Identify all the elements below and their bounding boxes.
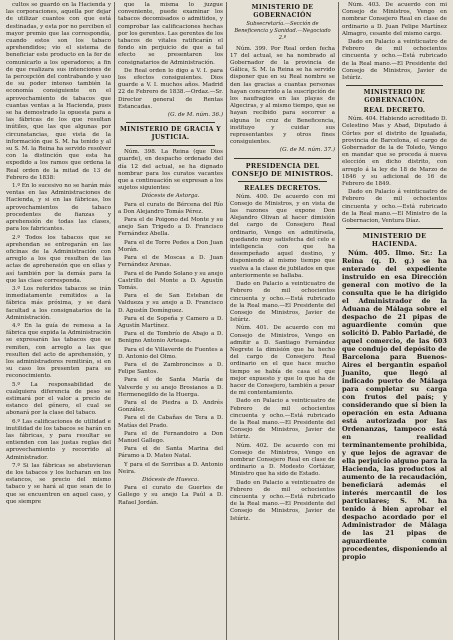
paragraph: 3.º Los referidos tabacos se irán inmediatamente remitidos a la fábrica más próxima, y se dará facultad a los consignatarios de la Administración. — [6, 285, 111, 321]
gazette-reference: (G. de M. núm. 36.) — [167, 112, 223, 119]
paragraph: Para el curato de Bércena del Río a Don Alejandro Tomás Pérez. — [118, 201, 223, 215]
section-heading: MINISTERIO DE HACIENDA. — [362, 232, 427, 249]
section-subheading: Subsecretaría.—Sección de Beneficencia y Sanidad.—Negociado 2.º — [234, 21, 331, 42]
paragraph: 2.º Todos los tabacos que se aprehendan se entregarán en las oficinas de la Administración con arreglo a los que resulten de las actas de aprehensión que en ellas y así también por la demás para la que las clase corresponda. — [6, 234, 111, 284]
paragraph: Núm. 402. De acuerdo con mi Consejo de Ministros, Vengo en nombrar Consejero Real en clase de ordinario a D. Modesto Cortázar, Ministro que ha sido de Estado. — [230, 442, 335, 478]
paragraph: Núm. 399. Por Real orden fecha 17 del actual, se ha nombrado al Gobernador de la provincia de Gálica, S. M. la Reina se ha servido disponer que en su Real nombre se den las gracias a cuantas personas hayan concurrido a la suscripción de los naufragios en las playas de Algeciras, y al mismo tiempo, que se hayan recibido para socorrer a alguna le cruz de Beneficencia, instituyo y cuidar sus representantes y otros fines consiguientes. — [230, 45, 335, 146]
paragraph: Para el de Villaverde de Fuentes a D. Antonio del Olmo. — [118, 346, 223, 360]
paragraph: Núm. 405. Ilmo. Sr.: La Reina (q. D. g.) se ha enterado del expediente instruido en esa Dirección general con motivo de la consulta que le ha dirigido el Administrador de la Aduana de Málaga sobre el despacho de 21 pipas de aguardiente común que solicitó D. Pablo Parladé, de aquel comercio, de las 603 que condujo del depósito de Barcelona para Buenos-Aires el bergantin español Juanito, que llegó al indicado puerto de Málaga para completar su carga con frutos del país; y considerando que si bien la operación en esta Aduana está autorizada por las Ordenanzas, tampoco está en realidad terminantemente prohibida, y que lejos de agravar de ella perjuicio alguno para la Hacienda, las productos al aumento de la recaudación, beneficiará además el interés mercantil de los particulares; S. M. ha tenido á bien aprobar el despacho acordado por el Administrador de Málaga de las 21 pipas de aguardiente común procedentes, disponiendo al propio — [342, 249, 447, 562]
column-1 — [3, 2, 115, 640]
paragraph: 7.º Si las fábricas se abstuvieran de los tabacos y los lucharan en los estancos, se precio del mismo tabaco y se hará al que sean de lo que se encuentren en aquel caso, y que siempre — [6, 462, 111, 505]
paragraph: Núm. 404. Habiendo acreditado D. Celestino Mas y Abad, Diputado á Córtes por el distrito de Igualada, provincia de Barcelona, el cargo de Gobernador de la de Toledo, Vengo en mandar que se proceda á nueva elección en dicho distrito, con arreglo á la ley de 18 de Marzo de 1846 y su adicional de 16 de Febrero de 1849. — [342, 116, 448, 188]
paragraph: que la misma lo juzgue conveniente, puede examinar los tabacos decomisados o admitidos, y comprobar las calificaciones hechas por los gerentes. Las gerentes de los tabacos de vitales ratificarán el fondo sin perjuicio de que a tal efecto se presentaren los consignatarios de Administración. — [118, 2, 223, 66]
col1-body — [6, 2, 111, 506]
paragraph: Dado en Palacio á veinticuatro de Febrero de mil ochocientos cincuenta y ocho.—Está rubricado de la Real mano.—El Ministro de la Gobernacion, Ventura Díaz. — [342, 189, 447, 225]
paragraph: Para el de Santa Marina del Páramo a D. Mateo Natal. — [118, 446, 223, 460]
divider — [346, 228, 443, 229]
paragraph: Dado en Palacio a veinticuatro de Febrero de mil ochocientos cincuenta y ocho.—Está rubricado de la Real mano.—El Presidente del Consejo de Ministros, Javier de Istúriz. — [230, 281, 335, 324]
paragraph: Para el de Cabañas de Tera a D. Matías del Prado. — [118, 415, 223, 429]
paragraph: Núm. 398. La Reina (que Dios guarde), en despacho ordenado del día 12 del actual, se ha dignado nombrar para los curatos vacantes que a continuación se expresan a los sujetos siguientes: — [118, 149, 223, 192]
paragraph: 4.º En la guía de remesa a la fábrica que expida la Administración se expresarán las tabacos que se remiten, con arreglo a las que resulten del acto de aprehensión, y los administradores remitirán, si en su caso los presenten para su reconocimiento. — [6, 322, 111, 380]
paragraph: 6.º Las calificaciones de utilidad e inutilidad de los tabacos se harán en las fábricas, y para resultar se entienden con las justas reglas del aprovechamiento y recorrido al Administrador. — [6, 418, 111, 461]
divider — [238, 181, 327, 182]
paragraph: Para el de Torre Pedes a Don Juan Morán. — [118, 239, 223, 253]
divider — [234, 158, 331, 159]
paragraph: cultos se guardó en la Hacienda y las corporaciones, aquella por dejar de utilizar cuantos con que está destinadas, y esta por no perciben el mayor premio que las correspondía, cuando estos son los tabaco aprehendidos; vio el sistema de beneficiar este producto en la fer de comunicarlo a los operadores; a fin de que realizara sus intenciones de la percepción del contrabando y uso de su poder intenso también la economía consiguiente en el aprovechamiento de tabacos que cuantas ventas a la Hacienda, pues se ha demostrado la opuesta para a las fábricas de los que resultan inútiles, que las que algunas por circunstancias, que vista de la información que S. M. ha tenido y al su S. M. la Reina ha servido resolver con la distinción que esta ha expedido a los ramos que ordena la Real orden de la mitad de 13 de Febrero de 1838: — [6, 2, 111, 181]
paragraph: Para el de Fernandoiro a Don Manuel Gallego. — [118, 430, 223, 444]
gazette-reference: (G. de M. núm. 37.) — [279, 147, 335, 154]
column-2 — [115, 2, 227, 640]
divider — [126, 122, 215, 123]
paragraph: Para el de Santa María de Valverde y su anejo Brosianos a D. Hermenegildo de la Huerga. — [118, 377, 223, 398]
column-3 — [227, 2, 339, 640]
paragraph: Para el de Pando Solano y su anejo Castrillo del Monte a D. Agustín Tomás. — [118, 270, 223, 291]
paragraph: Para el de Poigono del Monte y su anejo San Trigedo a D. Francisco Fernández Abella. — [118, 217, 223, 238]
section-heading: MINISTERIO DE GOBERNACIÓN — [251, 4, 314, 19]
paragraph: Para el de San Esteban de Valdueza y su anejo a D. Francisco D. Agustín Domínguez. — [118, 293, 223, 314]
section-heading: PRESIDENCIA DEL CONSEJO DE MINISTROS. — [231, 161, 334, 178]
paragraph: De Real orden lo digo a V. I. para los efectos consiguientes. Dios guarde a V. I. muchos años. Madrid 22 de Febrero de 1838.—Ordaz.—Sr. Director general de Rentas Estancadas. — [118, 67, 223, 110]
paragraph: Núm. 400. De acuerdo con mi Consejo de Ministros, y en vista de las razones que expone Don Alejandro Olivan al hacer dimisión del cargo de Consejero Real ordinario, Vengo en admitírsela, quedando muy satisfecha del celo e inteligencia con que ha desempeñado aquel destino, y disponiendo al mismo tiempo que vuelva a la clase de jubilados en que anteriormente se hallaba. — [230, 193, 335, 279]
paragraph: Núm. 403. De acuerdo con mi Consejo de Ministros, Vengo en nombrar Consejero Real en clase de ordinario a D. Juan Felipe Martínez Almagro, cesante del mismo cargo. — [342, 2, 447, 37]
paragraph: Dado en Palacio a veinticuatro de Febrero de mil ochocientos cincuenta y ocho.—Está rubricado de la Real mano.—El Presidente del Consejo de Ministros, Javier de Istúriz. — [230, 479, 335, 522]
section-heading: MINISTERIO DE GOBERNACIÓN. — [363, 89, 426, 105]
paragraph: Para el de Moscas a D. Juan Fernández Arenas. — [118, 255, 223, 269]
divider — [126, 145, 215, 146]
section-heading: REALES DECRETOS. — [244, 184, 321, 192]
paragraph: Dado en Palacio a veinticuatro de Febrero de mil ochocientos cincuenta y ocho.—Está rubricado de la Real mano.—El Presidente del Consejo de Ministros, Javier de Istúriz. — [230, 398, 335, 441]
section-heading: MINISTERIO DE GRACIA Y JUSTICIA. — [120, 126, 221, 142]
paragraph: Núm. 401. De acuerdo con mi Consejo de Ministros, Vengo en admitir a D. Santiago Fernández Negrete la dimisión que ha hecho del cargo de Consejero Real ordinario en el que hace mucho tiempo se había de casa el que mejor expuesto y que lo que ha de hacer de Consejero, también a pesar de mi contentamiento. — [230, 325, 335, 397]
paragraph: Para el de Zambroncinos a D. Felipe Santos. — [118, 361, 223, 376]
section-subheading: REAL DECRETO. — [363, 107, 426, 115]
paragraph: Para el curato de Guertes de Gallego y su anejo La Paúl a D. Rafael Jordán. — [118, 485, 223, 506]
paragraph: Dado en Palacio a veinticuatro de Febrero de mil ochocientos cincuenta y ocho.—Está rubricado de la Real mano.—El Presidente del Consejo de Ministros, Javier de Istúriz. — [342, 39, 447, 82]
diocese-heading: Diócesis de Huesca. — [142, 476, 199, 483]
hacienda-body — [342, 249, 447, 561]
paragraph: Para el de Piedra a D. Andrés González. — [118, 399, 223, 414]
paragraph: 5.º La responsabilidad de cualquiera diferencia de peso se estimará por el valor a precio de estanco del género, el cual se abonará por la clase del tabaco. — [6, 381, 111, 417]
paragraph: Y para el de Sorribas a D. Antonio Neira. — [118, 461, 223, 475]
divider — [346, 85, 443, 86]
paragraph: Para el de Sopeña y Camero a D. Agustín Martínez. — [118, 315, 223, 329]
paragraph: Para el de Tombrío de Abajo a D. Benigno Antonio Arteaga. — [118, 331, 223, 345]
paragraph: 1.º En lo sucesivo no se harán más ventas en las Administraciones de Hacienda, y si en las fábricas, los aprovechamientos de tabaco procedentes de fianzas y aprehensión de todas las clases, para los fabricantes. — [6, 183, 111, 233]
column-4 — [339, 2, 450, 640]
diocese-heading: Diócesis de Astorga. — [141, 193, 200, 200]
